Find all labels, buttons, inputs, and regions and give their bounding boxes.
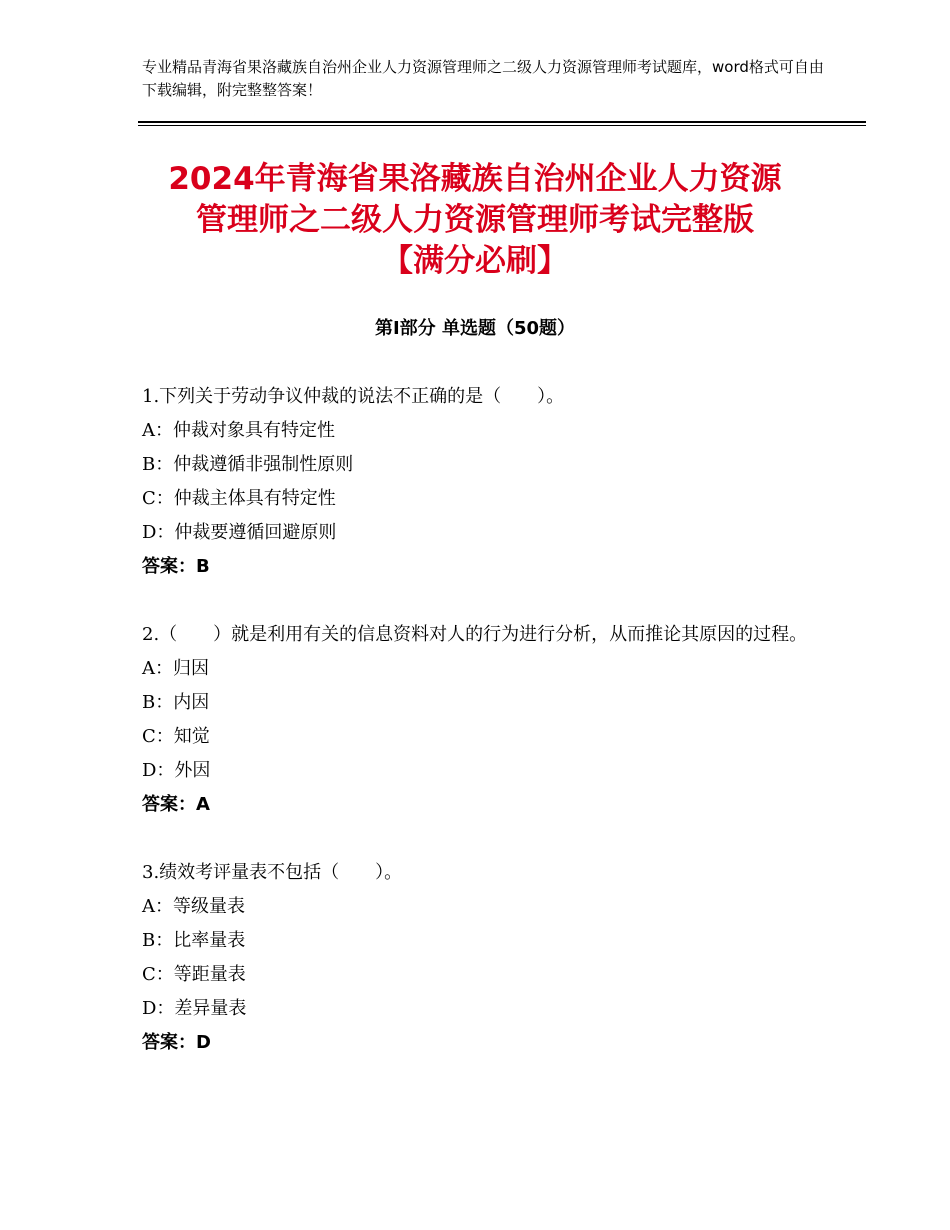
title-line-3: 【满分必刷】 — [382, 243, 568, 279]
option-a: A：归因 — [142, 658, 209, 679]
question-1 — [142, 380, 822, 584]
option-b: B：仲裁遵循非强制性原则 — [142, 454, 354, 475]
option-a: A：等级量表 — [142, 896, 245, 917]
question-stem: 3.绩效考评量表不包括（ ）。 — [142, 862, 403, 883]
header-rule-thin — [138, 125, 866, 126]
option-c: C：等距量表 — [142, 964, 246, 985]
option-c: C：仲裁主体具有特定性 — [142, 488, 336, 509]
option-c: C：知觉 — [142, 726, 210, 747]
title-line-1: 2024年青海省果洛藏族自治州企业人力资源 — [168, 161, 782, 197]
header-note: 专业精品青海省果洛藏族自治州企业人力资源管理师之二级人力资源管理师考试题库，word格式可自由下载编辑，附完整整答案！ — [142, 58, 824, 99]
section-heading: 第Ⅰ部分 单选题（50题） — [374, 318, 575, 339]
option-d: D：外因 — [142, 760, 211, 781]
question-stem: 2.（ ）就是利用有关的信息资料对人的行为进行分析，从而推论其原因的过程。 — [142, 624, 808, 645]
option-a: A：仲裁对象具有特定性 — [142, 420, 335, 441]
option-d: D：仲裁要遵循回避原则 — [142, 522, 337, 543]
answer: 答案：A — [142, 794, 210, 815]
header-rule-thick — [138, 121, 866, 123]
question-2 — [142, 618, 822, 822]
question-list — [142, 380, 822, 1094]
title-line-2: 管理师之二级人力资源管理师考试完整版 — [196, 202, 754, 238]
option-d: D：差异量表 — [142, 998, 247, 1019]
option-b: B：内因 — [142, 692, 210, 713]
question-stem: 1.下列关于劳动争议仲裁的说法不正确的是（ ）。 — [142, 386, 565, 407]
answer: 答案：D — [142, 1032, 211, 1053]
option-b: B：比率量表 — [142, 930, 246, 951]
question-3 — [142, 856, 822, 1060]
answer: 答案：B — [142, 556, 210, 577]
document-title — [100, 159, 850, 282]
